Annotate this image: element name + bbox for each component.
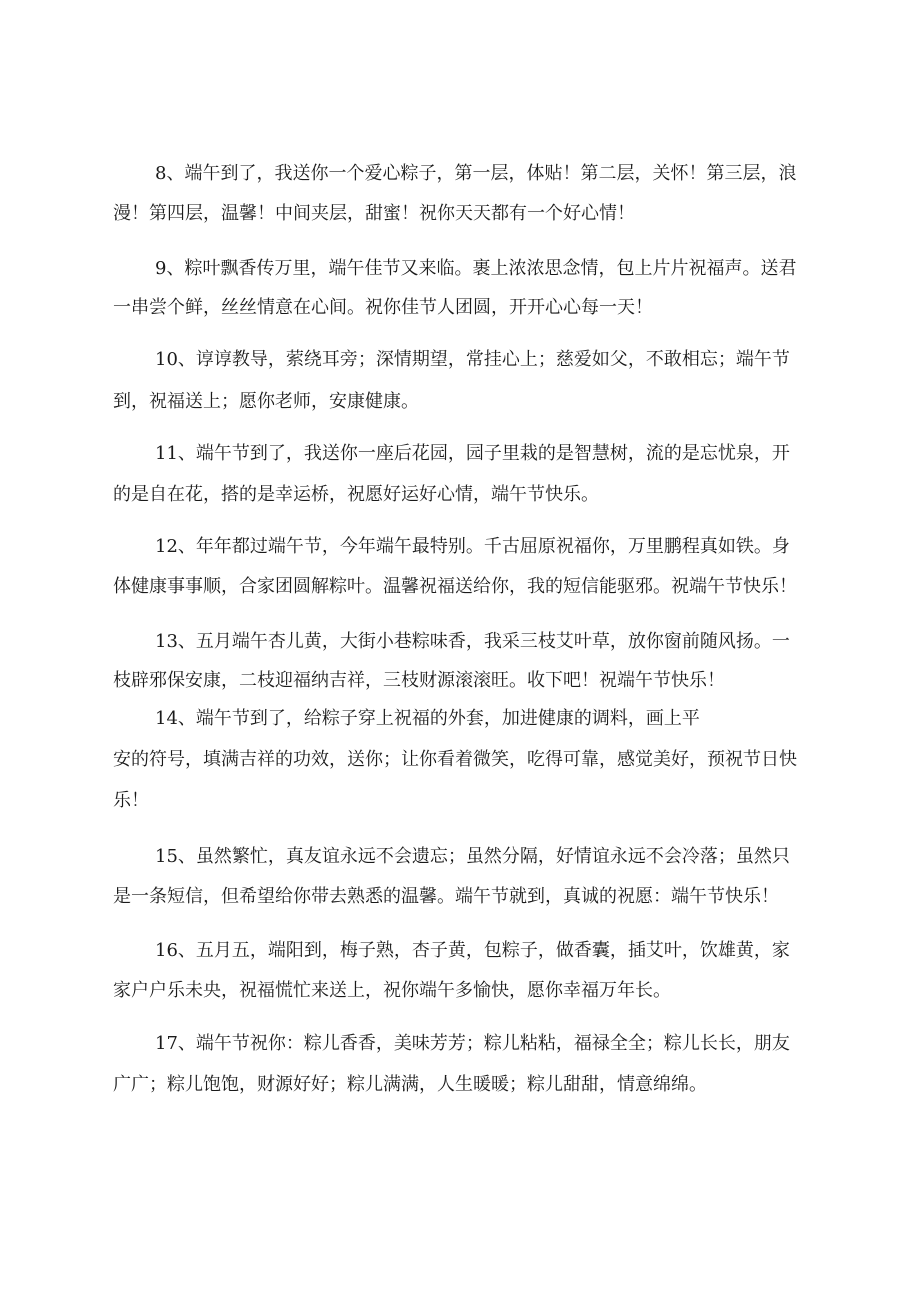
paragraph-line: 广广；粽儿饱饱，财源好好；粽儿满满，人生暖暖；粽儿甜甜，情意绵绵。 xyxy=(113,1074,707,1095)
paragraph-line: 11、端午节到了，我送你一座后花园，园子里栽的是智慧树，流的是忘忧泉，开 xyxy=(155,443,790,464)
paragraph-line: 漫！第四层，温馨！中间夹层，甜蜜！祝你天天都有一个好心情！ xyxy=(113,203,635,224)
paragraph-line: 14、端午节到了，给粽子穿上祝福的外套，加进健康的调料，画上平 xyxy=(155,708,700,729)
paragraph-line: 安的符号，填满吉祥的功效，送你；让你看着微笑，吃得可靠，感觉美好，预祝节日快 xyxy=(113,749,797,770)
paragraph-line: 17、端午节祝你：粽儿香香，美味芳芳；粽儿粘粘，福禄全全；粽儿长长，朋友 xyxy=(155,1033,790,1054)
paragraph-line: 8、端午到了，我送你一个爱心粽子，第一层，体贴！第二层，关怀！第三层，浪 xyxy=(155,163,797,184)
paragraph-line: 15、虽然繁忙，真友谊永远不会遗忘；虽然分隔，好情谊永远不会冷落；虽然只 xyxy=(155,846,790,867)
paragraph-line: 一串尝个鲜，丝丝情意在心间。祝你佳节人团圆，开开心心每一天！ xyxy=(113,297,653,318)
paragraph-line: 的是自在花，搭的是幸运桥，祝愿好运好心情，端午节快乐。 xyxy=(113,484,599,505)
paragraph-line: 枝辟邪保安康，二枝迎福纳吉祥，三枝财源滚滚旺。收下吧！祝端午节快乐！ xyxy=(113,670,725,691)
paragraph-line: 是一条短信，但希望给你带去熟悉的温馨。端午节就到，真诚的祝愿：端午节快乐！ xyxy=(113,886,779,907)
paragraph-line: 到，祝福送上；愿你老师，安康健康。 xyxy=(113,391,419,412)
paragraph-line: 家户户乐未央，祝福慌忙来送上，祝你端午多愉快，愿你幸福万年长。 xyxy=(113,980,671,1001)
paragraph-line: 13、五月端午杏儿黄，大街小巷粽味香，我采三枝艾叶草，放你窗前随风扬。一 xyxy=(155,631,790,652)
paragraph-line: 10、谆谆教导，萦绕耳旁；深情期望，常挂心上；慈爱如父，不敢相忘；端午节 xyxy=(155,349,790,370)
paragraph-line: 体健康事事顺，合家团圆解粽叶。温馨祝福送给你，我的短信能驱邪。祝端午节快乐！ xyxy=(113,576,797,597)
paragraph-line: 12、年年都过端午节，今年端午最特别。千古屈原祝福你，万里鹏程真如铁。身 xyxy=(155,536,790,557)
paragraph-line: 9、粽叶飘香传万里，端午佳节又来临。裹上浓浓思念情，包上片片祝福声。送君 xyxy=(155,258,797,279)
paragraph-line: 乐！ xyxy=(113,790,149,811)
paragraph-line: 16、五月五，端阳到，梅子熟，杏子黄，包粽子，做香囊，插艾叶，饮雄黄，家 xyxy=(155,940,790,961)
